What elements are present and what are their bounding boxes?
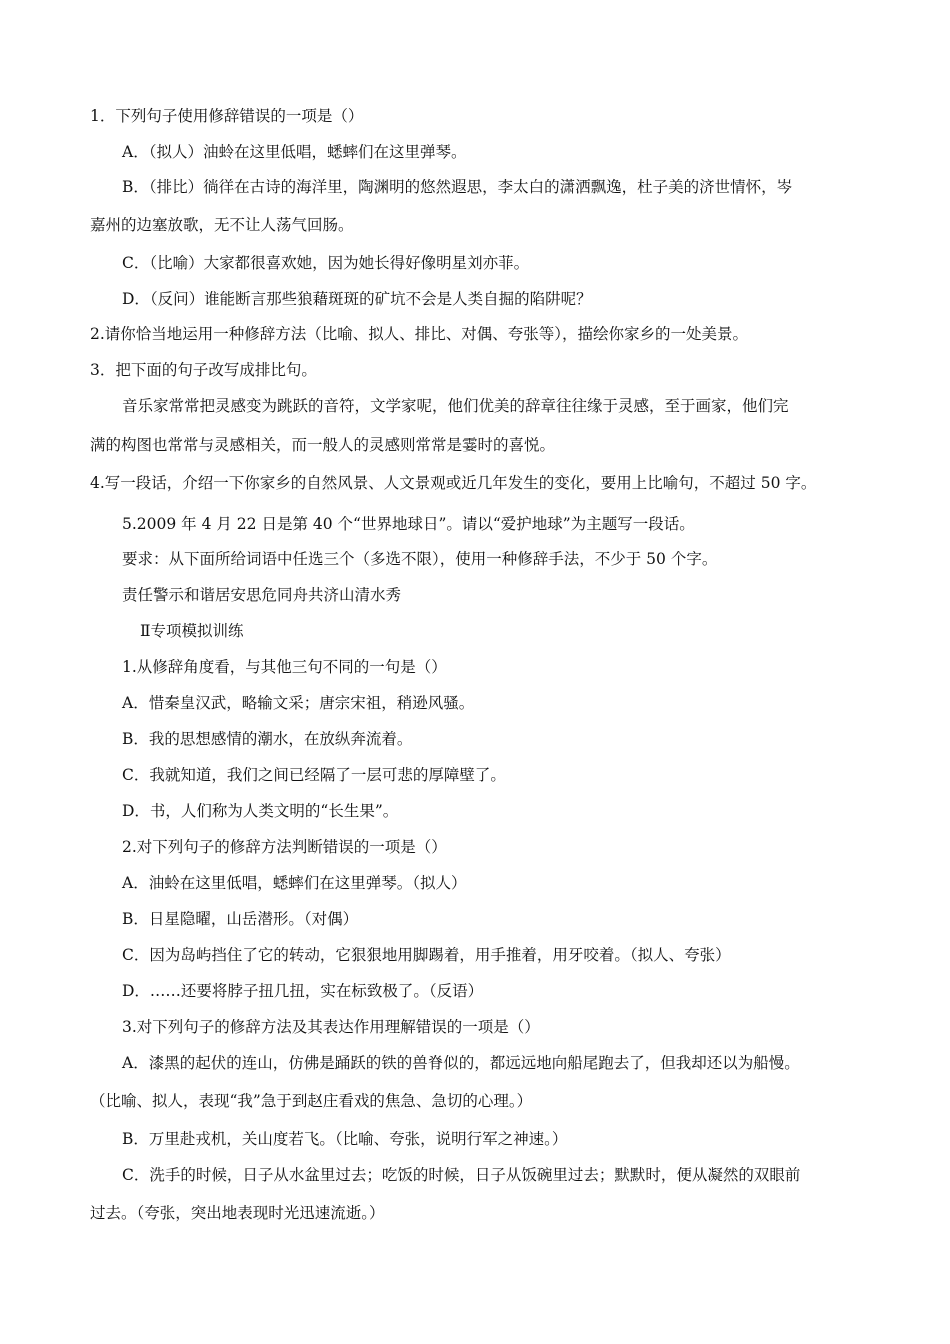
q1-option-d: D．（反问）谁能断言那些狼藉斑斑的矿坑不会是人类自掘的陷阱呢？	[122, 290, 592, 308]
q4-stem: 4.写一段话，介绍一下你家乡的自然风景、人文景观或近几年发生的变化，要用上比喻句，不超过 50 字。	[90, 474, 817, 492]
q1-option-c: C．（比喻）大家都很喜欢她，因为她长得好像明星刘亦菲。	[122, 254, 530, 272]
s2-q2-option-a: A．油蛉在这里低唱，蟋蟀们在这里弹琴。（拟人）	[122, 874, 467, 892]
q3-stem: 3．把下面的句子改写成排比句。	[90, 361, 317, 379]
s2-q2-option-d: D．……还要将脖子扭几扭，实在标致极了。（反语）	[122, 982, 484, 1000]
s2-q2-option-c: C．因为岛屿挡住了它的转动，它狠狠地用脚踢着，用手推着，用牙咬着。（拟人、夸张）	[122, 946, 731, 964]
q3-passage-cont: 满的构图也常常与灵感相关，而一般人的灵感则常常是霎时的喜悦。	[90, 436, 556, 454]
s2-q3-stem: 3.对下列句子的修辞方法及其表达作用理解错误的一项是（）	[122, 1018, 540, 1036]
s2-q1-option-c: C．我就知道，我们之间已经隔了一层可悲的厚障壁了。	[122, 766, 506, 784]
s2-q3-option-a-cont: （比喻、拟人，表现“我”急于到赵庄看戏的焦急、急切的心理。）	[90, 1092, 533, 1110]
s2-q1-option-b: B．我的思想感情的潮水，在放纵奔流着。	[122, 730, 413, 748]
q5-word-list: 责任警示和谐居安思危同舟共济山清水秀	[122, 586, 402, 604]
s2-q1-stem: 1.从修辞角度看，与其他三句不同的一句是（）	[122, 658, 447, 676]
s2-q2-option-b: B．日星隐曜，山岳潜形。（对偶）	[122, 910, 359, 928]
s2-q3-option-c-cont: 过去。（夸张，突出地表现时光迅速流逝。）	[90, 1204, 385, 1222]
q1-option-b-cont: 嘉州的边塞放歌，无不让人荡气回肠。	[90, 216, 354, 234]
section-heading: Ⅱ专项模拟训练	[140, 622, 244, 640]
q1-option-b: B．（排比）徜徉在古诗的海洋里，陶渊明的悠然遐思，李太白的潇洒飘逸，杜子美的济世情怀，岑	[122, 178, 793, 196]
q5-stem: 5.2009 年 4 月 22 日是第 40 个“世界地球日”。请以“爱护地球”为主题写一段话。	[122, 515, 695, 533]
q2-stem: 2.请你恰当地运用一种修辞方法（比喻、拟人、排比、对偶、夸张等），描绘你家乡的一处美景。	[90, 325, 749, 343]
s2-q3-option-b: B．万里赴戎机，关山度若飞。（比喻、夸张，说明行军之神速。）	[122, 1130, 568, 1148]
q5-requirement: 要求：从下面所给词语中任选三个（多选不限），使用一种修辞手法，不少于 50 个字。	[122, 550, 718, 568]
q3-passage: 音乐家常常把灵感变为跳跃的音符，文学家呢，他们优美的辞章往往缘于灵感，至于画家，他们完	[122, 397, 789, 415]
s2-q1-option-d: D．书，人们称为人类文明的“长生果”。	[122, 802, 399, 820]
s2-q1-option-a: A．惜秦皇汉武，略输文采；唐宗宋祖，稍逊风骚。	[122, 694, 475, 712]
s2-q3-option-c: C．洗手的时候，日子从水盆里过去；吃饭的时候，日子从饭碗里过去；默默时，便从凝然的双眼前	[122, 1166, 801, 1184]
s2-q2-stem: 2.对下列句子的修辞方法判断错误的一项是（）	[122, 838, 447, 856]
q1-stem: 1．下列句子使用修辞错误的一项是（）	[90, 107, 364, 125]
s2-q3-option-a: A．漆黑的起伏的连山，仿佛是踊跃的铁的兽脊似的，都远远地向船尾跑去了，但我却还以为船慢。	[122, 1054, 800, 1072]
q1-option-a: A．（拟人）油蛉在这里低唱，蟋蟀们在这里弹琴。	[122, 143, 467, 161]
